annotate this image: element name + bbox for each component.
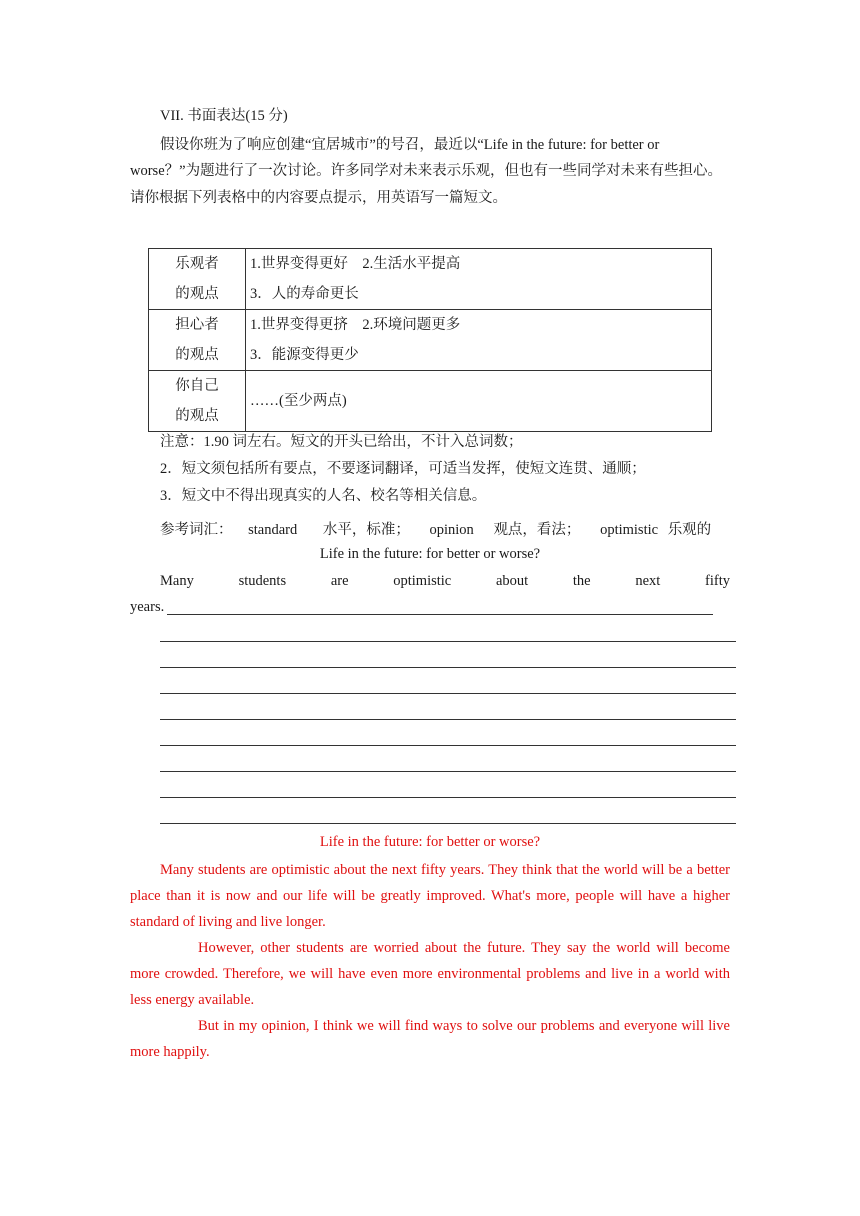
writing-line[interactable]	[160, 718, 736, 720]
vocab-meaning: 水平，标准；	[322, 522, 410, 538]
opening-word: are	[330, 573, 349, 589]
writing-line[interactable]	[160, 822, 736, 824]
note-1: 注意：1.90 词左右。短文的开头已给出，不计入总词数；	[160, 434, 523, 450]
row-label	[149, 371, 246, 432]
label-line: 乐观者	[175, 256, 219, 272]
label-line: 担心者	[175, 317, 219, 333]
prompt-line-3: 请你根据下列表格中的内容要点提示，用英语写一篇短文。	[130, 190, 507, 206]
writing-line[interactable]	[160, 744, 736, 746]
opening-word: years.	[130, 599, 165, 615]
writing-line[interactable]	[160, 640, 736, 642]
content-line: 1.世界变得更挤 2.环境问题更多	[250, 317, 461, 333]
opening-word: Many	[160, 573, 194, 589]
opening-word: about	[495, 573, 529, 589]
content-line: 3．人的寿命更长	[250, 286, 359, 302]
writing-line[interactable]	[167, 614, 713, 615]
opening-word: next	[635, 573, 661, 589]
content-line: 1.世界变得更好 2.生活水平提高	[250, 256, 461, 272]
writing-line[interactable]	[160, 666, 736, 668]
row-content	[246, 310, 712, 371]
vocab-word: opinion	[429, 522, 474, 538]
label-line: 的观点	[175, 347, 219, 363]
label-line: 的观点	[175, 286, 219, 302]
opinions-table	[148, 248, 712, 432]
content-line: 3．能源变得更少	[250, 347, 359, 363]
essay-title: Life in the future: for better or worse?	[319, 546, 541, 562]
vocab-meaning: 观点，看法；	[493, 522, 581, 538]
row-label	[149, 249, 246, 310]
row-label	[149, 310, 246, 371]
opening-word: the	[572, 573, 591, 589]
row-content: ……(至少两点)	[246, 371, 712, 432]
essay-opening-words	[160, 573, 730, 590]
prompt-line-2: worse？”为题进行了一次讨论。许多同学对未来表示乐观，但也有一些同学对未来有些担心。	[130, 163, 723, 179]
vocab-word: optimistic	[600, 522, 659, 538]
label-line: 的观点	[175, 408, 219, 424]
answer-paragraph-3: But in my opinion, I think we will find ways to solve our problems and everyone will live more happily.	[130, 1018, 730, 1060]
vocab-word: standard	[248, 522, 298, 538]
writing-line[interactable]	[160, 796, 736, 798]
answer-paragraph-1: Many students are optimistic about the next fifty years. They think that the world will be a better place than it is now and our life will be greatly improved. What's more, people will have a higher standard of living and live longer.	[130, 862, 730, 930]
answer-title: Life in the future: for better or worse?	[319, 834, 541, 850]
vocab-label: 参考词汇：	[160, 522, 233, 538]
opening-word: optimistic	[393, 573, 452, 589]
label-line: 你自己	[175, 378, 219, 394]
note-2: 2．短文须包括所有要点，不要逐词翻译，可适当发挥，使短文连贯、通顺；	[160, 461, 646, 477]
table-row-worriers	[149, 310, 712, 371]
note-3: 3．短文中不得出现真实的人名、校名等相关信息。	[160, 488, 487, 504]
opening-word: fifty	[705, 573, 730, 589]
table-row-optimists	[149, 249, 712, 310]
vocabulary-line	[130, 518, 760, 539]
writing-line[interactable]	[160, 770, 736, 772]
table-row-own-opinion	[149, 371, 712, 432]
section-heading: VII. 书面表达(15 分)	[160, 108, 288, 124]
vocab-meaning: 乐观的	[667, 522, 712, 538]
essay-opening	[130, 573, 730, 590]
prompt-text-1: 假设你班为了响应创建“宜居城市”的号召，最近以“Life in the future: for better or	[160, 137, 660, 153]
answer-paragraph-2: However, other students are worried about the future. They say the world will become more crowded. Therefore, we will have even more environmental problems and live in a world with less energy available.	[130, 940, 730, 1008]
opening-word: students	[238, 573, 287, 589]
prompt-line-1	[130, 133, 760, 154]
row-content	[246, 249, 712, 310]
writing-line[interactable]	[160, 692, 736, 694]
